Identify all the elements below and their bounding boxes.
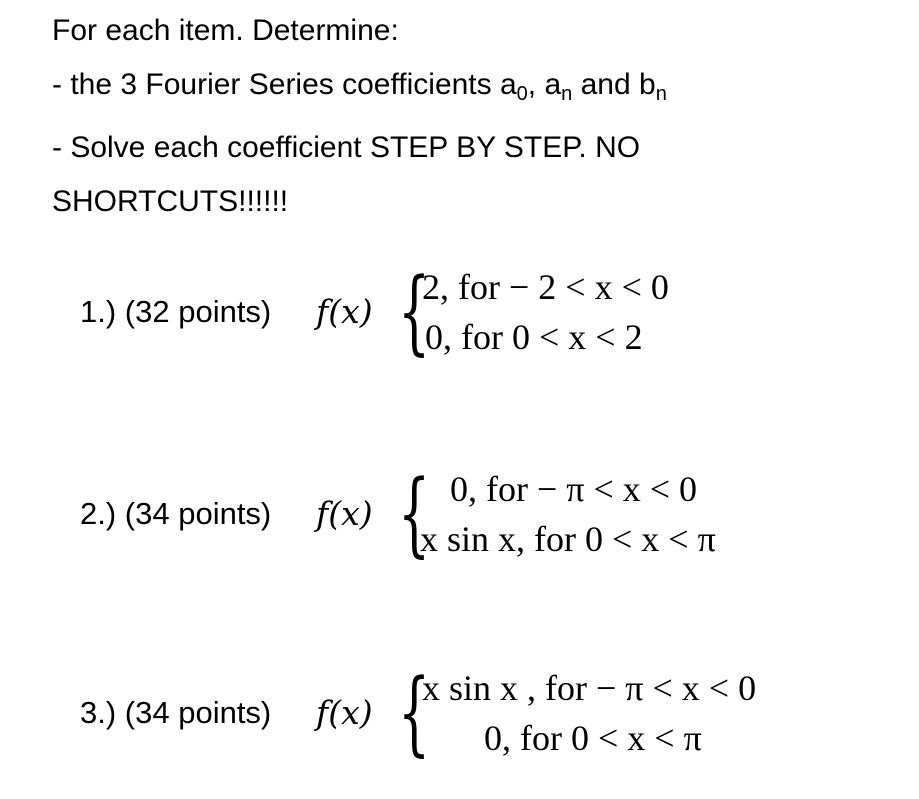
instruction-line-2-mid-2: and b — [572, 68, 656, 101]
problem-2-function: f(x) — [316, 494, 373, 533]
problem-1-case-1: 2, for − 2 < x < 0 — [422, 267, 669, 307]
problem-2-case-2: x sin x, for 0 < x < π — [420, 519, 716, 559]
instruction-line-1: For each item. Determine: — [52, 14, 399, 47]
problem-2-label: 2.) (34 points) — [80, 496, 272, 531]
problem-1-case-2: 0, for 0 < x < 2 — [425, 317, 643, 357]
problem-2-case-1: 0, for − π < x < 0 — [450, 469, 698, 509]
problem-1-brace: { — [398, 258, 431, 365]
instruction-line-2 — [52, 58, 667, 121]
subscript-0: 0 — [516, 83, 528, 105]
problem-1-label: 1.) (32 points) — [80, 294, 272, 329]
problem-3-label: 3.) (34 points) — [80, 695, 272, 730]
problem-3 — [80, 659, 900, 773]
instructions — [52, 4, 667, 229]
instruction-line-4: SHORTCUTS!!!!!! — [52, 185, 289, 218]
subscript-n-a: n — [561, 83, 573, 105]
problem-2-brace: { — [398, 460, 431, 567]
problem-2 — [80, 460, 900, 574]
problem-3-case-1: x sin x , for − π < x < 0 — [422, 668, 757, 708]
problem-1-function: f(x) — [316, 292, 373, 331]
instruction-line-3: - Solve each coefficient STEP BY STEP. NO — [52, 131, 641, 164]
problem-3-brace: { — [398, 659, 431, 766]
problem-1 — [80, 258, 900, 372]
subscript-n-b: n — [655, 83, 667, 105]
instruction-line-2-prefix: - the 3 Fourier Series coefficients a — [52, 68, 517, 101]
instruction-line-2-mid-1: , a — [527, 68, 562, 101]
problem-3-case-2: 0, for 0 < x < π — [484, 718, 702, 758]
problem-3-function: f(x) — [316, 693, 373, 732]
